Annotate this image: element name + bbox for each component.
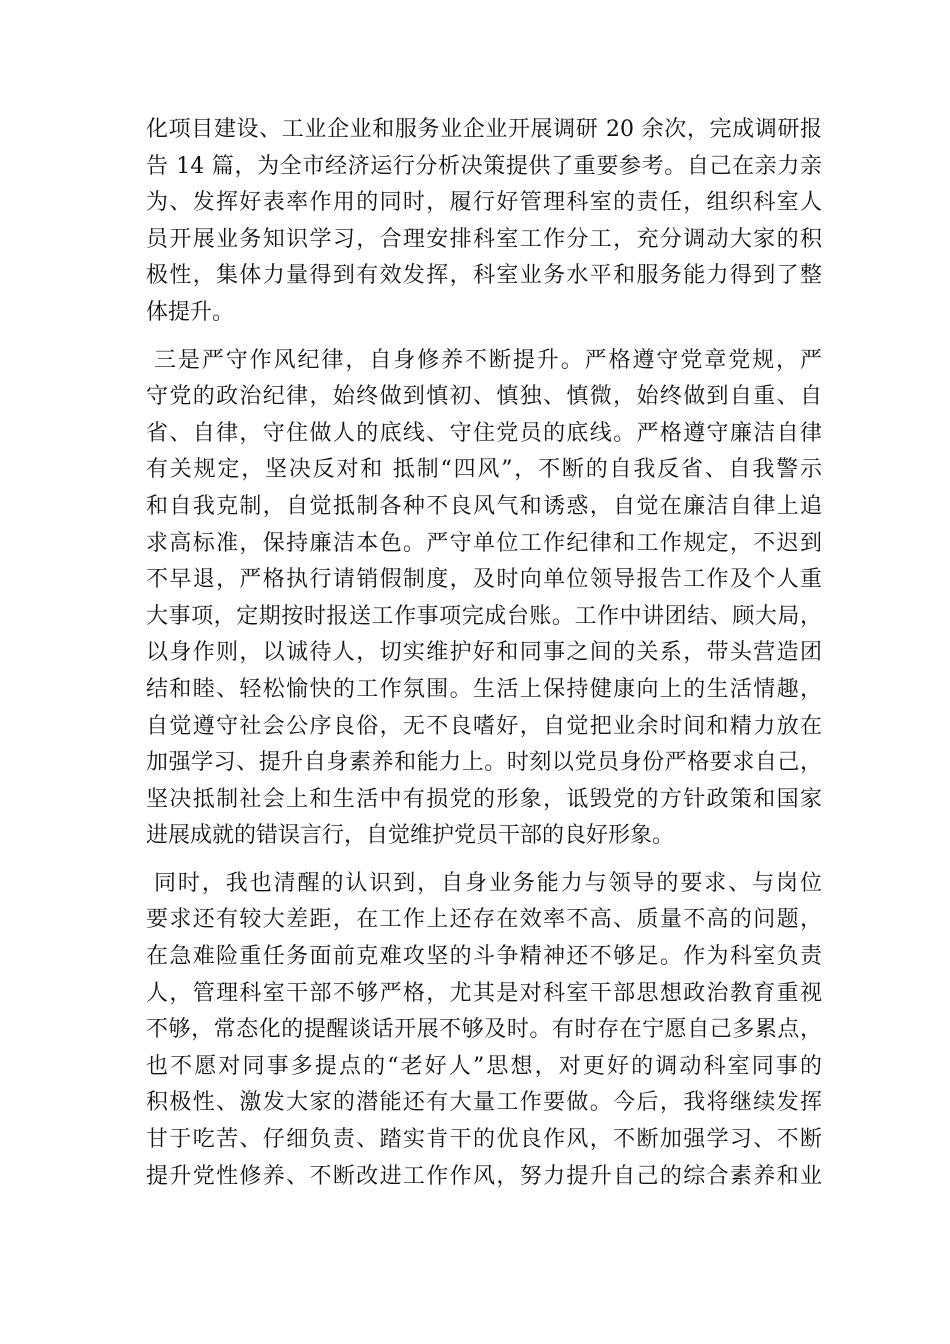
- paragraph-2: [146, 343, 822, 855]
- text-line: 甘于吃苦、仔细负责、踏实肯干的优良作风，不断加强学习、不断: [146, 1127, 822, 1153]
- paragraph-1: [146, 112, 822, 332]
- text-line: 求高标准，保持廉洁本色。严守单位工作纪律和工作规定，不迟到: [146, 530, 822, 556]
- text-line: 和自我克制，自觉抵制各种不良风气和诱惑，自觉在廉洁自律上追: [146, 493, 822, 519]
- text-line: 化项目建设、工业企业和服务业企业开展调研 20 余次，完成调研报: [146, 117, 822, 142]
- text-line: 不够，常态化的提醒谈话开展不够及时。有时存在宁愿自己多累点，: [146, 1017, 822, 1043]
- text-line: 人，管理科室干部不够严格，尤其是对科室干部思想政治教育重视: [146, 980, 822, 1006]
- text-line: 以身作则，以诚待人，切实维护好和同事之间的关系，带头营造团: [146, 640, 822, 666]
- text-line: 体提升。: [146, 299, 235, 325]
- text-line: 积极性、激发大家的潜能还有大量工作要做。今后，我将继续发挥: [146, 1090, 822, 1116]
- text-line: 省、自律，守住做人的底线、守住党员的底线。严格遵守廉洁自律: [146, 420, 822, 446]
- text-line: 三是严守作风纪律，自身修养不断提升。严格遵守党章党规，严: [154, 347, 822, 373]
- text-line: 同时，我也清醒的认识到，自身业务能力与领导的要求、与岗位: [154, 870, 822, 896]
- text-line: 加强学习、提升自身素养和能力上。时刻以党员身份严格要求自己，: [146, 750, 822, 776]
- text-line: 极性，集体力量得到有效发挥，科室业务水平和服务能力得到了整: [146, 263, 822, 289]
- text-line: 自觉遵守社会公序良俗，无不良嗜好，自觉把业余时间和精力放在: [146, 713, 822, 739]
- text-line: 告 14 篇，为全市经济运行分析决策提供了重要参考。自己在亲力亲: [146, 153, 822, 179]
- text-line: 有关规定，坚决反对和 抵制“四风”，不断的自我反省、自我警示: [146, 457, 822, 483]
- text-line: 大事项，定期按时报送工作事项完成台账。工作中讲团结、顾大局，: [146, 603, 822, 629]
- document-page: [146, 112, 822, 1195]
- text-line: 在急难险重任务面前克难攻坚的斗争精神还不够足。作为科室负责: [146, 944, 822, 970]
- text-line: 要求还有较大差距，在工作上还存在效率不高、质量不高的问题，: [146, 907, 822, 933]
- text-line: 不早退，严格执行请销假制度，及时向单位领导报告工作及个人重: [146, 567, 822, 593]
- text-line: 也不愿对同事多提点的“老好人”思想，对更好的调动科室同事的: [146, 1053, 822, 1079]
- text-line: 结和睦、轻松愉快的工作氛围。生活上保持健康向上的生活情趣，: [146, 676, 822, 702]
- text-line: 坚决抵制社会上和生活中有损党的形象，诋毁党的方针政策和国家: [146, 786, 822, 812]
- text-line: 进展成就的错误言行，自觉维护党员干部的良好形象。: [146, 823, 675, 849]
- text-line: 为、发挥好表率作用的同时，履行好管理科室的责任，组织科室人: [146, 190, 822, 216]
- text-line: 员开展业务知识学习，合理安排科室工作分工，充分调动大家的积: [146, 226, 822, 252]
- text-line: 守党的政治纪律，始终做到慎初、慎独、慎微，始终做到自重、自: [146, 384, 822, 410]
- paragraph-3: [146, 866, 822, 1195]
- text-line: 提升党性修养、不断改进工作作风，努力提升自己的综合素养和业: [146, 1163, 822, 1189]
